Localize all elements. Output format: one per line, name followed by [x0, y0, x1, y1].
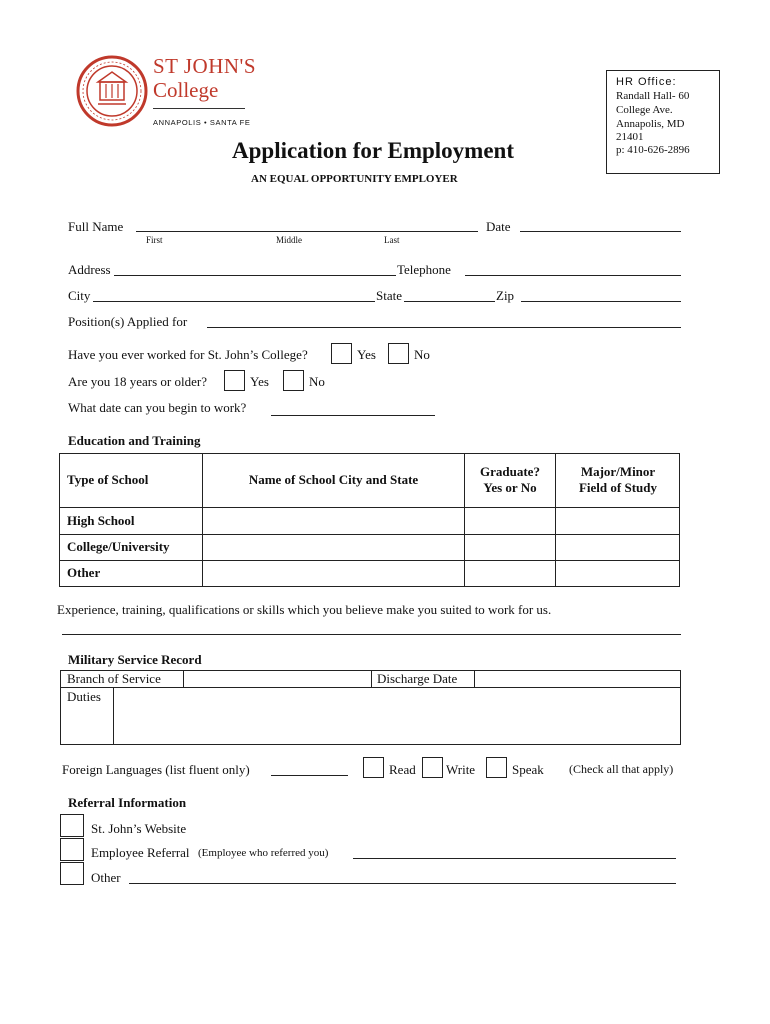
- row-high-school: High School: [67, 513, 135, 528]
- experience-prompt: Experience, training, qualifications or skills which you believe make you suited to work for us.: [57, 602, 552, 617]
- zip-label: Zip: [496, 288, 515, 303]
- first-name-caption: First: [146, 235, 163, 245]
- date-field[interactable]: [520, 231, 681, 232]
- logo-campuses: ANNAPOLIS • SANTA FE: [153, 118, 251, 127]
- worked-yes-label: Yes: [357, 347, 376, 362]
- date-label: Date: [486, 219, 511, 234]
- education-row-divider-2: [59, 560, 680, 561]
- referral-website-label: St. John’s Website: [91, 821, 187, 836]
- page-subtitle: AN EQUAL OPPORTUNITY EMPLOYER: [251, 173, 458, 185]
- write-label: Write: [446, 762, 476, 777]
- logo-name-line2: College: [153, 78, 219, 102]
- referral-employee-checkbox[interactable]: [60, 838, 84, 861]
- address-label: Address: [68, 262, 111, 277]
- referral-heading: Referral Information: [68, 795, 187, 810]
- positions-label: Position(s) Applied for: [68, 314, 188, 329]
- referral-other-label: Other: [91, 870, 121, 885]
- telephone-label: Telephone: [397, 262, 451, 277]
- military-heading: Military Service Record: [68, 652, 202, 667]
- education-heading: Education and Training: [68, 433, 201, 448]
- row-other: Other: [67, 565, 101, 580]
- branch-field[interactable]: [184, 671, 370, 687]
- worked-no-label: No: [414, 347, 430, 362]
- hr-office-line2: College Ave.: [616, 104, 673, 116]
- speak-label: Speak: [512, 762, 544, 777]
- col-header-major-2: Field of Study: [578, 480, 657, 495]
- branch-label: Branch of Service: [67, 671, 161, 686]
- start-date-question: What date can you begin to work?: [68, 400, 247, 415]
- col-header-graduate-2: Yes or No: [483, 480, 537, 495]
- education-row-divider-1: [59, 534, 680, 535]
- logo-name-line1: ST JOHN'S: [153, 54, 257, 78]
- age-no-label: No: [309, 374, 325, 389]
- telephone-field[interactable]: [465, 275, 681, 276]
- col-header-type: Type of School: [67, 472, 149, 487]
- hr-office-phone: p: 410-626-2896: [616, 144, 690, 156]
- age-yes-checkbox[interactable]: [224, 370, 245, 391]
- duties-field[interactable]: [114, 688, 680, 744]
- languages-label: Foreign Languages (list fluent only): [62, 762, 250, 777]
- languages-note: (Check all that apply): [569, 762, 674, 776]
- city-label: City: [68, 288, 91, 303]
- worked-yes-checkbox[interactable]: [331, 343, 352, 364]
- read-label: Read: [389, 762, 416, 777]
- duties-label: Duties: [67, 689, 101, 704]
- start-date-field[interactable]: [271, 415, 435, 416]
- hr-office-line3: Annapolis, MD: [616, 118, 685, 130]
- worked-no-checkbox[interactable]: [388, 343, 409, 364]
- row-college: College/University: [67, 539, 170, 554]
- college-seal-icon: [76, 52, 148, 130]
- discharge-label: Discharge Date: [377, 671, 458, 686]
- hr-office-heading: HR Office:: [616, 76, 677, 88]
- military-col-divider-2: [371, 670, 372, 688]
- full-name-label: Full Name: [68, 219, 124, 234]
- age-yes-label: Yes: [250, 374, 269, 389]
- col-header-name: Name of School City and State: [248, 472, 419, 487]
- referral-website-checkbox[interactable]: [60, 814, 84, 837]
- age-question: Are you 18 years or older?: [68, 374, 207, 389]
- city-field[interactable]: [93, 301, 375, 302]
- languages-field[interactable]: [271, 775, 348, 776]
- state-field[interactable]: [404, 301, 495, 302]
- referral-employee-label: Employee Referral: [91, 845, 190, 860]
- read-checkbox[interactable]: [363, 757, 384, 778]
- last-name-caption: Last: [384, 235, 400, 245]
- write-checkbox[interactable]: [422, 757, 443, 778]
- referral-other-field[interactable]: [129, 883, 676, 884]
- age-no-checkbox[interactable]: [283, 370, 304, 391]
- col-header-graduate-1: Graduate?: [480, 464, 540, 479]
- hr-office-line1: Randall Hall- 60: [616, 90, 690, 102]
- college-logo: [76, 52, 256, 132]
- full-name-field[interactable]: [136, 231, 478, 232]
- education-header-divider: [59, 507, 680, 508]
- referral-employee-note: (Employee who referred you): [198, 847, 329, 859]
- referral-employee-field[interactable]: [353, 858, 676, 859]
- experience-field[interactable]: [62, 634, 681, 635]
- hr-office-box: [606, 70, 720, 174]
- zip-field[interactable]: [521, 301, 681, 302]
- state-label: State: [376, 288, 402, 303]
- speak-checkbox[interactable]: [486, 757, 507, 778]
- worked-question: Have you ever worked for St. John’s College?: [68, 347, 308, 362]
- middle-name-caption: Middle: [276, 235, 302, 245]
- positions-field[interactable]: [207, 327, 681, 328]
- address-field[interactable]: [114, 275, 396, 276]
- hr-office-line4: 21401: [616, 131, 644, 143]
- logo-divider: [153, 108, 245, 109]
- page-title: Application for Employment: [232, 138, 514, 163]
- discharge-field[interactable]: [475, 671, 680, 687]
- referral-other-checkbox[interactable]: [60, 862, 84, 885]
- col-header-major-1: Major/Minor: [580, 464, 656, 479]
